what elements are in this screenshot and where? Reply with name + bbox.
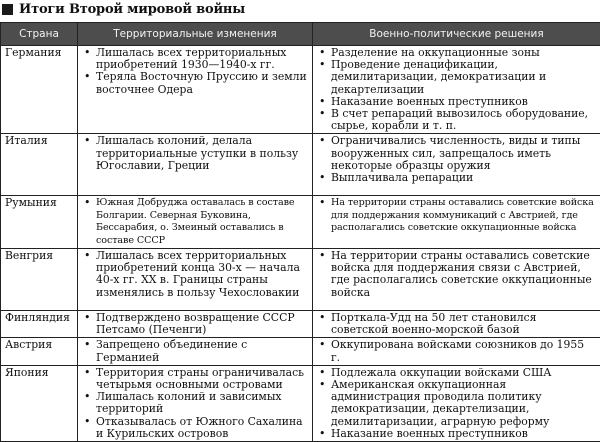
table-row [1,311,600,338]
square-bullet-icon [2,4,13,15]
territorial-cell [78,134,313,196]
list-item: • Отказывалась от Южного Сахалина и Курильских островов [82,416,308,440]
table-row [1,338,600,365]
territorial-cell [78,365,313,441]
list-item: • Теряла Восточную Пруссию и земли восточнее Одера [82,71,308,95]
table-row [1,365,600,441]
list-item: • На территории страны оставались советские войска для поддержания коммуникаций с Австрией, где располагались советские оккупационные войска [317,197,596,234]
list-item: • Наказание военных преступников [317,96,596,108]
country-cell: Германия [1,46,78,134]
country-cell: Финляндия [1,311,78,338]
territorial-cell [78,249,313,311]
header-territorial: Территориальные изменения [78,23,313,46]
list-item: • Подтверждено возвращение СССР Петсамо (Печенги) [82,312,308,336]
list-item: • Лишалась колоний и зависимых территорий [82,391,308,415]
table-header-row [1,23,600,46]
list-item: • В счет репараций вывозилось оборудование, сырье, корабли и т. п. [317,108,596,132]
list-item: • Запрещено объединение с Германией [82,339,308,363]
country-cell: Австрия [1,338,78,365]
military-cell [313,365,600,441]
list-item: • Оккупирована войсками союзников до 1955 г. [317,339,596,363]
list-item: • Выплачивала репарации [317,172,596,184]
list-item: • Лишалась всех территориальных приобретений конца 30-х — начала 40-х гг. XX в. Границы страны изменялись в пользу Чехословакии [82,250,308,299]
list-item: • Ограничивались численность, виды и типы вооруженных сил, запрещалось иметь некоторые образцы оружия [317,135,596,172]
country-cell: Италия [1,134,78,196]
table-row [1,249,600,311]
section-title [0,0,600,22]
territorial-cell [78,311,313,338]
country-cell: Венгрия [1,249,78,311]
list-item: • Проведение денацификации, демилитаризации, демократизации и декартелизации [317,59,596,96]
military-cell [313,338,600,365]
territorial-cell [78,196,313,249]
territorial-cell [78,338,313,365]
list-item: • Разделение на оккупационные зоны [317,47,596,59]
results-table [0,22,600,442]
page-title: Итоги Второй мировой войны [19,1,245,18]
header-military: Военно-политические решения [313,23,600,46]
territorial-cell [78,46,313,134]
list-item: • Наказание военных преступников [317,428,596,440]
table-row [1,196,600,249]
header-country: Страна [1,23,78,46]
military-cell [313,196,600,249]
military-cell [313,134,600,196]
military-cell [313,46,600,134]
list-item: • Территория страны ограничивалась четырьмя основными островами [82,367,308,391]
list-item: • Американская оккупационная администрация проводила политику демократизации, декартелизации, демилитаризации, аграрную реформу [317,379,596,428]
country-cell: Румыния [1,196,78,249]
country-cell: Япония [1,365,78,441]
military-cell [313,311,600,338]
list-item: • Порткала-Удд на 50 лет становился советской военно-морской базой [317,312,596,336]
table-row [1,134,600,196]
military-cell [313,249,600,311]
list-item: • Лишалась колоний, делала территориальные уступки в пользу Югославии, Греции [82,135,308,172]
table-row [1,46,600,134]
list-item: • На территории страны оставались советские войска для поддержания связи с Австрией, где располагались советские оккупационные войска [317,250,596,299]
list-item: • Подлежала оккупации войсками США [317,367,596,379]
list-item: • Южная Добруджа оставалась в составе Болгарии. Северная Буковина, Бессарабия, о. Змеиный оставались в составе СССР [82,197,308,247]
list-item: • Лишалась всех территориальных приобретений 1930—1940-х гг. [82,47,308,71]
